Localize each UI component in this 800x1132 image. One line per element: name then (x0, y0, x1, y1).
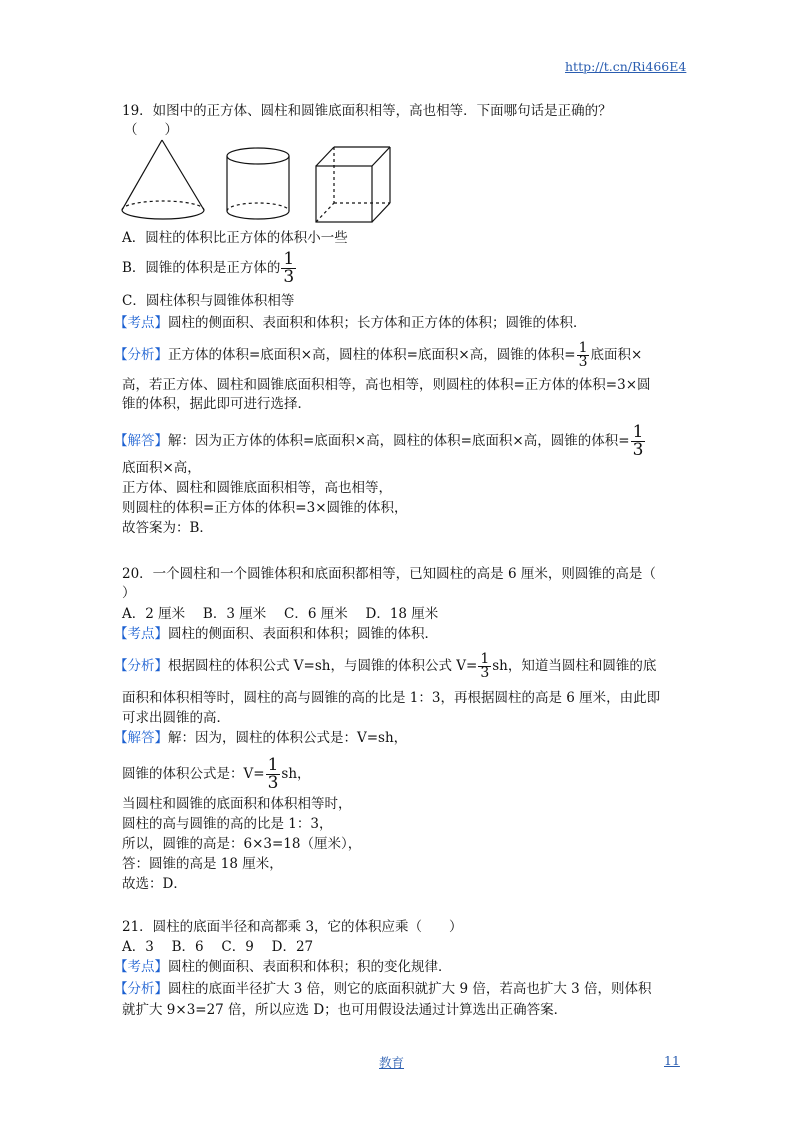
q20-question: 20．一个圆柱和一个圆锥体积和底面积都相等，已知圆柱的高是 6 厘米，则圆锥的高是（ (122, 566, 656, 582)
q20-jieda-line2 (122, 757, 311, 792)
q20-jieda-line1 (114, 729, 407, 747)
kaodian-text: 圆柱的侧面积、表面积和体积；积的变化规律． (168, 959, 452, 975)
q19-option-b (122, 251, 297, 286)
q19-paren: （ ） (124, 122, 178, 138)
q19-jieda-line4: 则圆柱的体积=正方体的体积=3×圆锥的体积， (122, 500, 408, 516)
q19-fenxi-line2: 高，若正方体、圆柱和圆锥底面积相等，高也相等，则圆柱的体积=正方体的体积=3×圆 (122, 377, 651, 393)
jieda-tag: 【解答】 (114, 433, 168, 449)
kaodian-text: 圆柱的侧面积、表面积和体积；长方体和正方体的体积；圆锥的体积． (168, 315, 587, 331)
fenxi-text: 正方体的体积=底面积×高，圆柱的体积=底面积×高，圆锥的体积= (168, 347, 576, 363)
q20-fenxi-line3: 可求出圆锥的高． (122, 710, 230, 726)
fraction-one-third: $\frac{1}{3}$ (480, 651, 490, 681)
jieda-text: sh， (281, 766, 311, 782)
header-url-link[interactable]: http://t.cn/Ri466E4 (565, 59, 687, 74)
q19-option-b-text: B．圆锥的体积是正方体的 (122, 260, 281, 276)
fraction-one-third: $\frac{1}{3}$ (283, 249, 295, 287)
footer-center-link[interactable]: 教育 (379, 1055, 405, 1070)
jieda-tag: 【解答】 (114, 730, 168, 746)
q19-jieda-line1 (114, 424, 646, 459)
q19-figure-shapes (118, 138, 398, 230)
q20-jieda-line4: 圆柱的高与圆锥的高的比是 1：3， (122, 816, 333, 832)
q21-kaodian (114, 958, 452, 976)
fraction-one-third: $\frac{1}{3}$ (632, 422, 644, 460)
q19-jieda-line3: 正方体、圆柱和圆锥底面积相等，高也相等， (122, 480, 392, 496)
q19-option-c: C．圆柱体积与圆锥体积相等 (122, 293, 295, 309)
cone-shape (122, 140, 204, 219)
q21-question: 21．圆柱的底面半径和高都乘 3，它的体积应乘（ ） (122, 919, 463, 935)
fenxi-text: 底面积× (590, 347, 643, 363)
q19-fenxi-line1 (114, 342, 642, 369)
fenxi-tag: 【分析】 (114, 981, 168, 997)
fenxi-tag: 【分析】 (114, 658, 168, 674)
q19-option-a: A．圆柱的体积比正方体的体积小一些 (122, 230, 348, 246)
fenxi-text: sh，知道当圆柱和圆锥的底 (492, 658, 657, 674)
cube-shape (316, 147, 390, 222)
jieda-text: 解：因为正方体的体积=底面积×高，圆柱的体积=底面积×高，圆锥的体积= (168, 433, 630, 449)
footer-page-number: 11 (664, 1053, 680, 1068)
fenxi-tag: 【分析】 (114, 347, 168, 363)
jieda-text: 解：因为，圆柱的体积公式是：V=sh， (168, 730, 408, 746)
q20-fenxi-line2: 面积和体积相等时，圆柱的高与圆锥的高的比是 1：3，再根据圆柱的高是 6 厘米，由此即 (122, 690, 661, 706)
fraction-one-third: $\frac{1}{3}$ (267, 755, 279, 793)
q21-fenxi-line2: 就扩大 9×3=27 倍，所以应选 D；也可用假设法通过计算选出正确答案． (122, 1002, 568, 1018)
jieda-text: 圆锥的体积公式是：V= (122, 766, 265, 782)
kaodian-tag: 【考点】 (114, 626, 168, 642)
kaodian-text: 圆柱的侧面积、表面积和体积；圆锥的体积． (168, 626, 438, 642)
fraction-one-third: $\frac{1}{3}$ (578, 340, 588, 370)
q20-kaodian (114, 625, 438, 643)
q20-fenxi-line1 (114, 653, 656, 680)
q19-kaodian (114, 314, 587, 332)
q19-jieda-line2: 底面积×高， (122, 460, 201, 476)
q20-jieda-line7: 故选：D． (122, 876, 187, 892)
fenxi-text: 圆柱的底面半径扩大 3 倍，则它的底面积就扩大 9 倍，若高也扩大 3 倍，则体积 (168, 981, 652, 997)
q21-fenxi-line1 (114, 980, 652, 998)
fenxi-text: 根据圆柱的体积公式 V=sh，与圆锥的体积公式 V= (168, 658, 478, 674)
q19-fenxi-line3: 锥的体积，据此即可进行选择． (122, 396, 311, 412)
q20-question-line2: ） (122, 585, 136, 601)
kaodian-tag: 【考点】 (114, 959, 168, 975)
q19-question: 19．如图中的正方体、圆柱和圆锥底面积相等，高也相等．下面哪句话是正确的？ (122, 103, 612, 119)
q20-jieda-line5: 所以，圆锥的高是：6×3=18（厘米）， (122, 836, 362, 852)
q20-jieda-line3: 当圆柱和圆锥的底面积和体积相等时， (122, 796, 352, 812)
q19-jieda-line5: 故答案为：B． (122, 520, 213, 536)
q20-options: A．2 厘米 B．3 厘米 C．6 厘米 D．18 厘米 (122, 606, 439, 622)
q21-options: A．3 B．6 C．9 D．27 (122, 939, 314, 955)
kaodian-tag: 【考点】 (114, 315, 168, 331)
cylinder-shape (227, 148, 289, 219)
q20-jieda-line6: 答：圆锥的高是 18 厘米， (122, 856, 283, 872)
